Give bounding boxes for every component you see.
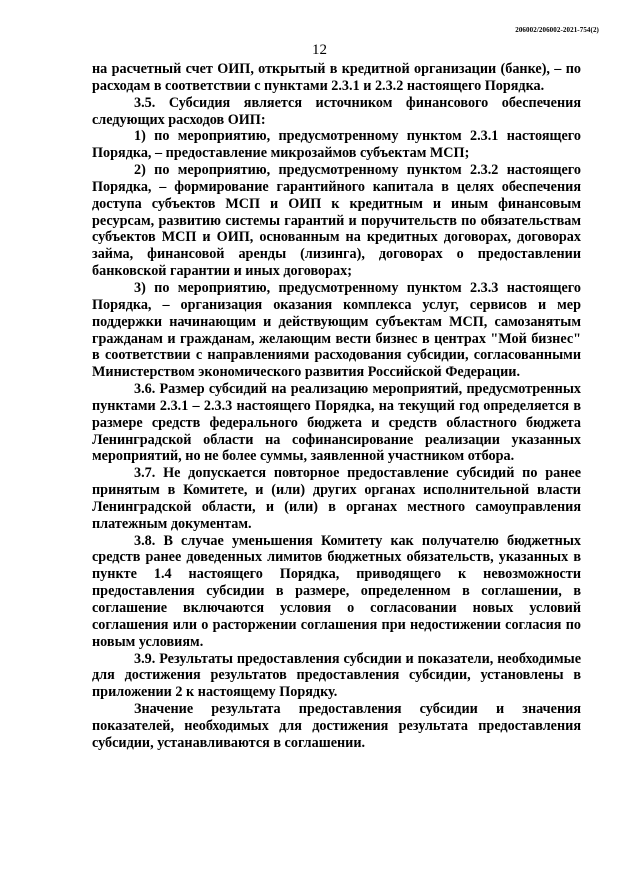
paragraph-3-5: 3.5. Субсидия является источником финансового обеспечения следующих расходов ОИП: — [92, 94, 581, 128]
paragraph-3-5-item-1: 1) по мероприятию, предусмотренному пунктом 2.3.1 настоящего Порядка, – предоставление микрозаймов субъектам МСП; — [92, 128, 581, 162]
paragraph-result-values: Значение результата предоставления субсидии и значения показателей, необходимых для достижения результата предоставления субсидии, устанавливаются в соглашении. — [92, 701, 581, 751]
paragraph-3-6: 3.6. Размер субсидий на реализацию мероприятий, предусмотренных пунктами 2.3.1 – 2.3.3 настоящего Порядка, на текущий год определяется в размере средств федерального бюджета и средств областного бюджета Ленинградской области на софинансирование реализации указанных мероприятий, но не более суммы, заявленной участником отбора. — [92, 381, 581, 465]
document-body — [92, 61, 581, 752]
paragraph-3-5-item-2: 2) по мероприятию, предусмотренному пунктом 2.3.2 настоящего Порядка, – формирование гарантийного капитала в целях обеспечения доступа субъектов МСП и ОИП к кредитным и иным финансовым ресурсам, развитию системы гарантий и поручительств по обязательствам субъектов МСП и ОИП, основанным на кредитных договорах, договорах займа, финансовой аренды (лизинга), договорах о предоставлении банковской гарантии и иных договорах; — [92, 162, 581, 280]
page-number: 12 — [312, 42, 327, 58]
paragraph-3-8: 3.8. В случае уменьшения Комитету как получателю бюджетных средств ранее доведенных лимитов бюджетных обязательств, указанных в пункте 1.4 настоящего Порядка, приводящего к невозможности предоставления субсидии в размере, определенном в соглашении, в соглашение включаются условия о согласовании новых условий соглашения или о расторжении соглашения при недостижении согласия по новым условиям. — [92, 532, 581, 650]
document-id: 206002/206002-2021-754(2) — [515, 26, 599, 34]
paragraph-3-5-item-3: 3) по мероприятию, предусмотренному пунктом 2.3.3 настоящего Порядка, – организация оказания комплекса услуг, сервисов и мер поддержки начинающим и действующим субъектам МСП, самозанятым гражданам и гражданам, желающим вести бизнес в центрах "Мой бизнес" в соответствии с направлениями расходования субсидии, согласованными Министерством экономического развития Российской Федерации. — [92, 279, 581, 381]
paragraph-3-9: 3.9. Результаты предоставления субсидии и показатели, необходимые для достижения результатов предоставления субсидии, установлены в приложении 2 к настоящему Порядку. — [92, 650, 581, 701]
paragraph-3-7: 3.7. Не допускается повторное предоставление субсидий по ранее принятым в Комитете, и (или) других органах исполнительной власти Ленинградской области, и (или) в органах местного самоуправления платежным документам. — [92, 465, 581, 532]
paragraph-continuation: на расчетный счет ОИП, открытый в кредитной организации (банке), – по расходам в соответствии с пунктами 2.3.1 и 2.3.2 настоящего Порядка. — [92, 61, 581, 94]
